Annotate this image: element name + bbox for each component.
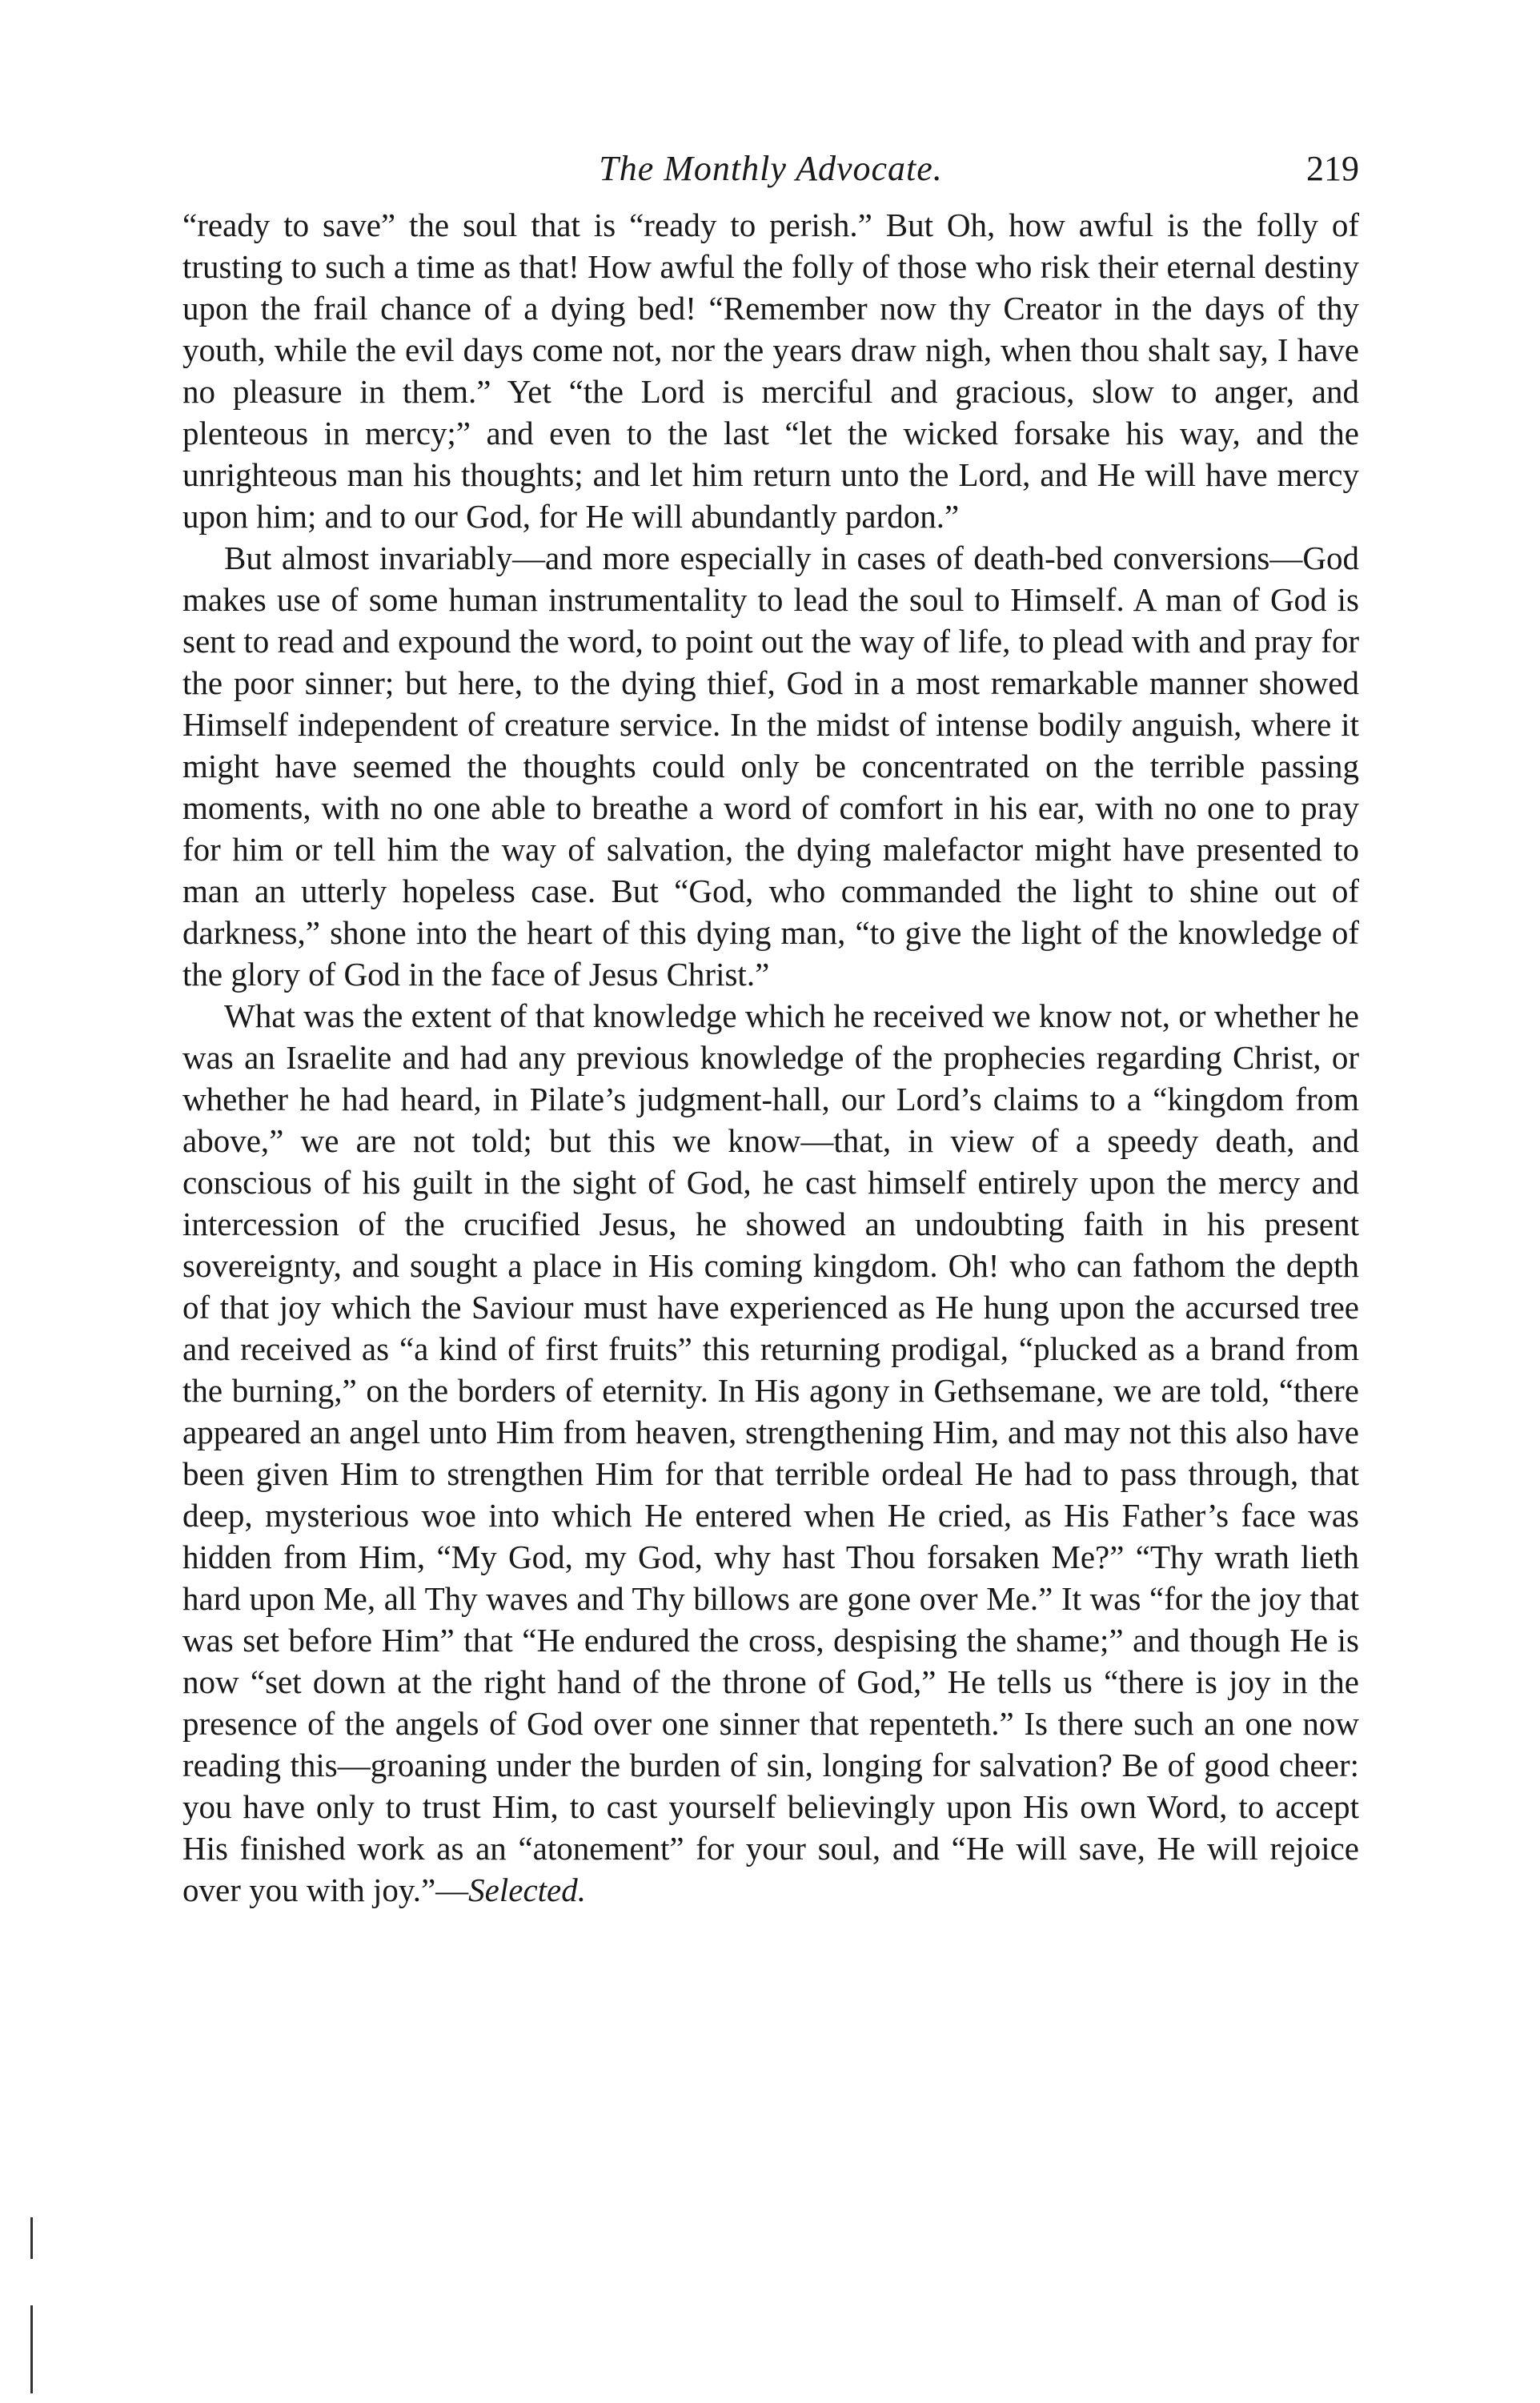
page bbox=[182, 148, 1359, 1911]
running-header bbox=[182, 148, 1359, 204]
running-title: The Monthly Advocate. bbox=[599, 149, 943, 188]
page-number: 219 bbox=[1306, 149, 1359, 188]
article-body bbox=[182, 204, 1359, 1911]
margin-scan-mark-upper bbox=[30, 2217, 33, 2259]
signoff: Selected. bbox=[468, 1871, 586, 1908]
paragraph-1: “ready to save” the soul that is “ready to perish.” But Oh, how awful is the folly of trusting to such a time as that! How awful the folly of those who risk their eternal destiny upon the frail chance of a dying bed! “Remember now thy Creator in the days of thy youth, while the evil days come not, nor the years draw nigh, when thou shalt say, I have no pleasure in them.” Yet “the Lord is merciful and gracious, slow to anger, and plenteous in mercy;” and even to the last “let the wicked forsake his way, and the unrighteous man his thoughts; and let him return unto the Lord, and He will have mercy upon him; and to our God, for He will abundantly pardon.” bbox=[182, 207, 1359, 535]
paragraph-3 bbox=[182, 995, 1359, 1911]
paragraph-3-text: What was the extent of that knowledge which he received we know not, or whether he was an Israelite and had any previous knowledge of the prophecies regarding Christ, or whether he had heard, in Pilate’s judgment-hall, our Lord’s claims to a “kingdom from above,” we are not told; but this we know—that, in view of a speedy death, and conscious of his guilt in the sight of God, he cast himself entirely upon the mercy and intercession of the crucified Jesus, he showed an undoubting faith in his present sovereignty, and sought a place in His coming kingdom. Oh! who can fathom the depth of that joy which the Saviour must have experienced as He hung upon the accursed tree and received as “a kind of first fruits” this returning prodigal, “plucked as a brand from the burning,” on the borders of eternity. In His agony in Gethsemane, we are told, “there appeared an angel unto Him from heaven, strengthening Him, and may not this also have been given Him to strengthen Him for that terrible ordeal He had to pass through, that deep, mysterious woe into which He entered when He cried, as His Father’s face was hidden from Him, “My God, my God, why hast Thou forsaken Me?” “Thy wrath lieth hard upon Me, all Thy waves and Thy billows are gone over Me.” It was “for the joy that was set before Him” that “He endured the cross, despising the shame;” and though He is now “set down at the right hand of the throne of God,” He tells us “there is joy in the presence of the angels of God over one sinner that repenteth.” Is there such an one now reading this—groaning under the burden of sin, longing for salvation? Be of good cheer: you have only to trust Him, to cast yourself believingly upon His own Word, to accept His finished work as an “atonement” for your soul, and “He will save, He will rejoice over you with joy.”— bbox=[182, 997, 1359, 1908]
paragraph-2: But almost invariably—and more especially in cases of death-bed conversions—God makes use of some human instrumentality to lead the soul to Himself. A man of God is sent to read and expound the word, to point out the way of life, to plead with and pray for the poor sinner; but here, to the dying thief, God in a most remarkable manner showed Himself independent of creature service. In the midst of intense bodily anguish, where it might have seemed the thoughts could only be concentrated on the terrible passing moments, with no one able to breathe a word of comfort in his ear, with no one to pray for him or tell him the way of salvation, the dying malefactor might have presented to man an utterly hopeless case. But “God, who commanded the light to shine out of darkness,” shone into the heart of this dying man, “to give the light of the knowledge of the glory of God in the face of Jesus Christ.” bbox=[182, 540, 1359, 993]
margin-scan-mark-lower bbox=[30, 2305, 33, 2393]
